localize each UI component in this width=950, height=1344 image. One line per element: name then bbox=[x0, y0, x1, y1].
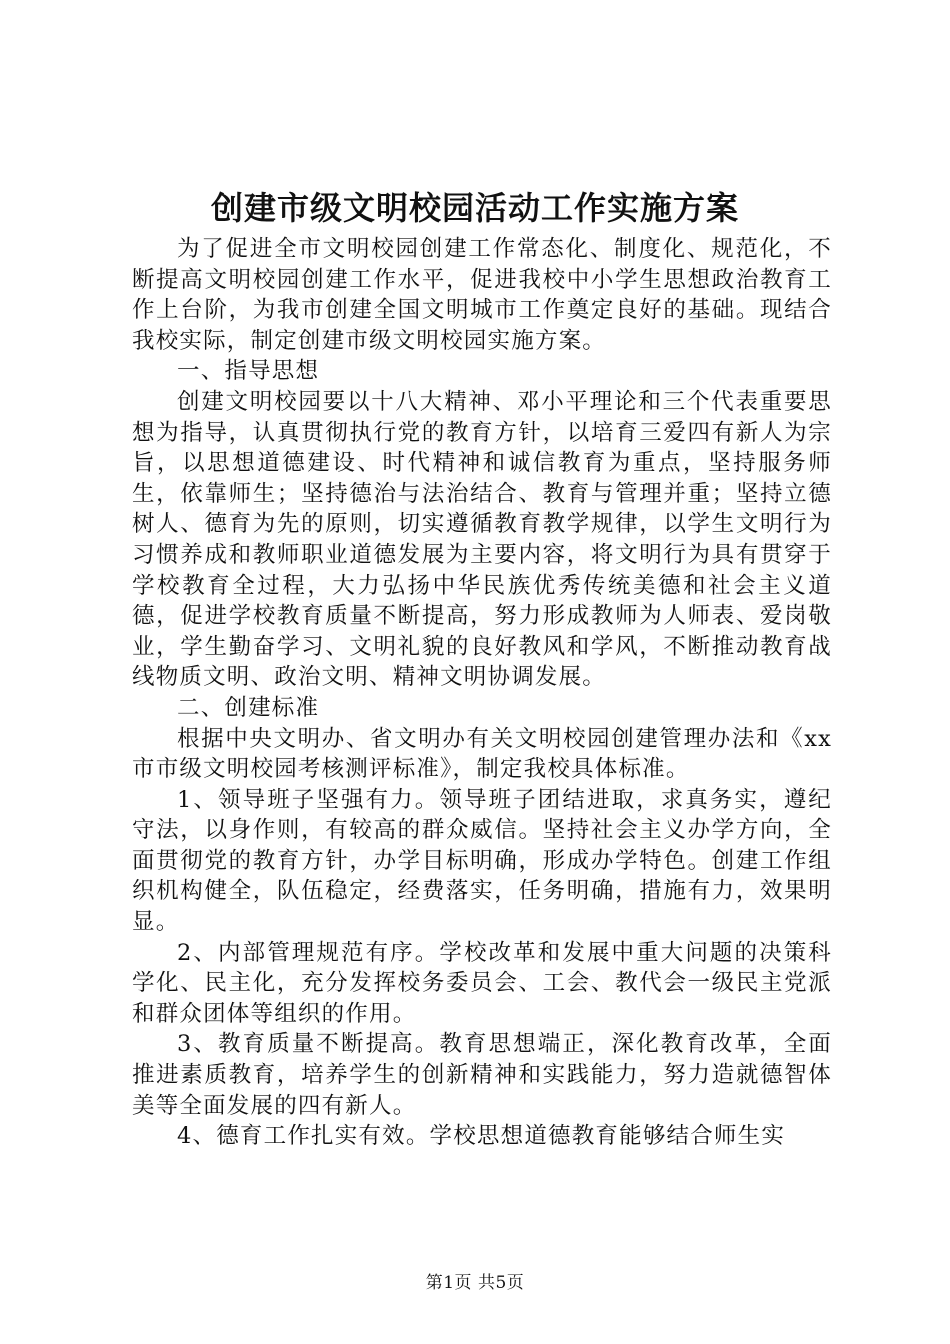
guiding-ideology-paragraph: 创建文明校园要以十八大精神、邓小平理论和三个代表重要思想为指导，认真贯彻执行党的教育方针，以培育三爱四有新人为宗旨，以思想道德建设、时代精神和诚信教育为重点，坚持服务师生，依靠师生；坚持德治与法治结合、教育与管理并重；坚持立德树人、德育为先的原则，切实遵循教育教学规律，以学生文明行为习惯养成和教师职业道德发展为主要内容，将文明行为具有贯穿于学校教育全过程，大力弘扬中华民族优秀传统美德和社会主义道德，促进学校教育质量不断提高，努力形成教师为人师表、爱岗敬业，学生勤奋学习、文明礼貌的良好教风和学风，不断推动教育战线物质文明、政治文明、精神文明协调发展。 bbox=[132, 388, 832, 691]
standard-item-3: 3、教育质量不断提高。教育思想端正，深化教育改革，全面推进素质教育，培养学生的创新精神和实践能力，努力造就德智体美等全面发展的四有新人。 bbox=[132, 1031, 832, 1119]
intro-paragraph: 为了促进全市文明校园创建工作常态化、制度化、规范化，不断提高文明校园创建工作水平，促进我校中小学生思想政治教育工作上台阶，为我市创建全国文明城市工作奠定良好的基础。现结合我校实际，制定创建市级文明校园实施方案。 bbox=[132, 236, 832, 354]
section-heading-standards: 二、创建标准 bbox=[177, 694, 320, 721]
standard-item-1: 1、领导班子坚强有力。领导班子团结进取，求真务实，遵纪守法，以身作则，有较高的群众威信。坚持社会主义办学方向，全面贯彻党的教育方针，办学目标明确，形成办学特色。创建工作组织机构健全，队伍稳定，经费落实，任务明确，措施有力，效果明显。 bbox=[132, 786, 832, 936]
standard-item-2: 2、内部管理规范有序。学校改革和发展中重大问题的决策科学化、民主化，充分发挥校务委员会、工会、教代会一级民主党派和群众团体等组织的作用。 bbox=[132, 939, 832, 1027]
document-title: 创建市级文明校园活动工作实施方案 bbox=[210, 189, 739, 227]
standards-intro-paragraph: 根据中央文明办、省文明办有关文明校园创建管理办法和《xx市市级文明校园考核测评标准》，制定我校具体标准。 bbox=[132, 725, 832, 783]
page-footer: 第1页 共5页 bbox=[425, 1273, 525, 1293]
section-heading-guiding-ideology: 一、指导思想 bbox=[177, 358, 320, 385]
standard-item-4: 4、德育工作扎实有效。学校思想道德教育能够结合师生实 bbox=[177, 1123, 786, 1150]
document-body bbox=[132, 234, 832, 1152]
